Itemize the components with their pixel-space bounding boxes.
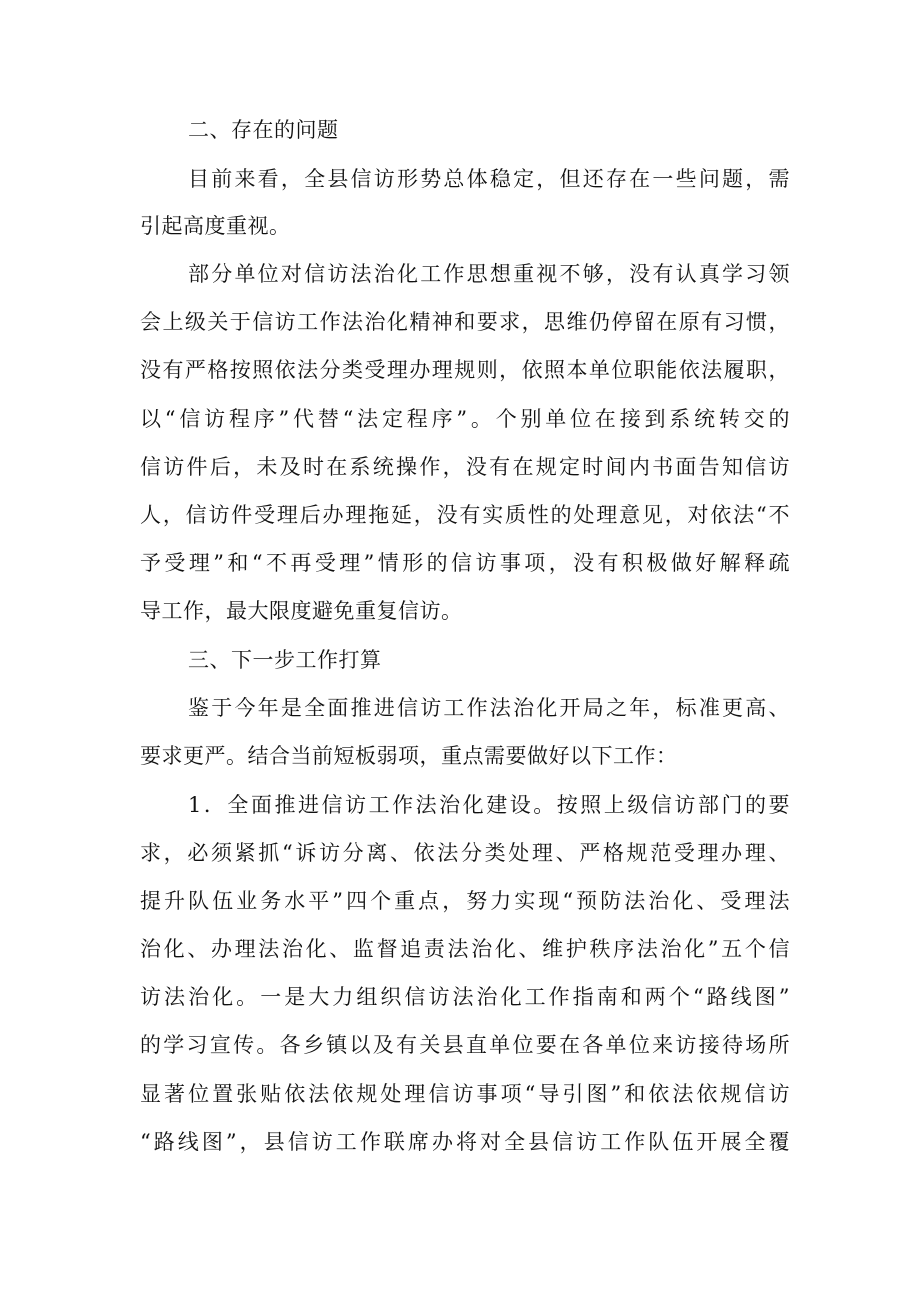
paragraph-line: 求，必须紧抓“诉访分离、依法分类处理、严格规范受理办理、: [140, 841, 790, 865]
paragraph-line: 鉴于今年是全面推进信访工作法治化开局之年，标准更高、: [188, 696, 790, 720]
paragraph-line: 部分单位对信访法治化工作思想重视不够，没有认真学习领: [188, 262, 790, 286]
paragraph-line: 导工作，最大限度避免重复信访。: [140, 599, 463, 623]
paragraph-line: 会上级关于信访工作法治化精神和要求，思维仍停留在原有习惯，: [140, 310, 790, 334]
paragraph-line: 访法治化。一是大力组织信访法治化工作指南和两个“路线图”: [140, 985, 790, 1009]
paragraph-line: 予受理”和“不再受理”情形的信访事项，没有积极做好解释疏: [140, 551, 790, 575]
section-heading-3: 三、下一步工作打算: [188, 648, 382, 672]
paragraph-line: 显著位置张贴依法依规处理信访事项“导引图”和依法依规信访: [140, 1082, 790, 1106]
paragraph-line: 没有严格按照依法分类受理办理规则，依照本单位职能依法履职，: [140, 358, 790, 382]
paragraph-line: 要求更严。结合当前短板弱项，重点需要做好以下工作：: [140, 744, 678, 768]
paragraph-line: 以“信访程序”代替“法定程序”。个别单位在接到系统转交的: [140, 407, 790, 431]
paragraph-line: 人，信访件受理后办理拖延，没有实质性的处理意见，对依法“不: [140, 503, 790, 527]
paragraph-line: 提升队伍业务水平”四个重点，努力实现“预防法治化、受理法: [140, 889, 790, 913]
paragraph-line: 目前来看，全县信访形势总体稳定，但还存在一些问题，需: [188, 167, 790, 191]
paragraph-line: 1．全面推进信访工作法治化建设。按照上级信访部门的要: [188, 793, 790, 817]
paragraph-line: 的学习宣传。各乡镇以及有关县直单位要在各单位来访接待场所: [140, 1033, 790, 1057]
paragraph-line: 信访件后，未及时在系统操作，没有在规定时间内书面告知信访: [140, 455, 790, 479]
paragraph-line: 治化、办理法治化、监督追责法治化、维护秩序法治化”五个信: [140, 937, 790, 961]
paragraph-line: “路线图”，县信访工作联席办将对全县信访工作队伍开展全覆: [140, 1130, 790, 1154]
paragraph-line: 引起高度重视。: [140, 214, 291, 238]
section-heading-2: 二、存在的问题: [188, 118, 339, 142]
